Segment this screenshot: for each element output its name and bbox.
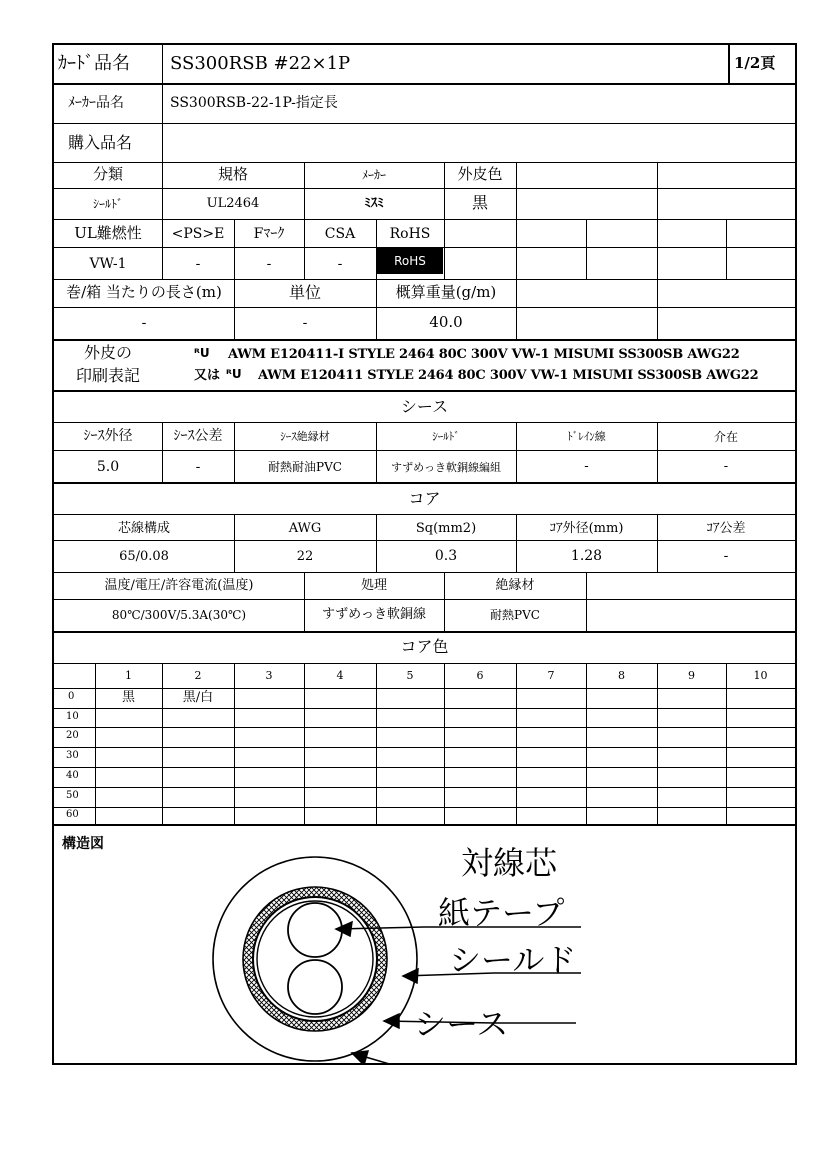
color-col-7: 7 (547, 669, 555, 682)
color-row-40: 40 (66, 770, 79, 781)
color-col-1: 1 (125, 669, 132, 682)
core-composition-value: 65/0.08 (119, 549, 169, 564)
insulation-header: 絶縁材 (495, 578, 535, 593)
core-od-header: ｺｱ外径(mm) (549, 521, 624, 536)
sheath-tol-header: ｼｰｽ公差 (173, 428, 223, 444)
color-row-10: 10 (66, 711, 79, 722)
rating-header: 温度/電圧/許容電流(温度) (104, 578, 254, 593)
flammability-header: UL難燃性 (74, 224, 142, 242)
color-col-10: 10 (753, 669, 768, 682)
classification-header: 分類 (92, 165, 123, 183)
callout-paper-tape: 紙テープ (438, 894, 565, 932)
rohs-header: RoHS (389, 226, 431, 242)
csa-value: - (337, 256, 343, 272)
weight-header: 概算重量(g/m) (395, 283, 497, 301)
standard-header: 規格 (217, 165, 248, 183)
core-title: コア (408, 489, 441, 508)
f-mark-value: - (266, 256, 272, 272)
callout-shield: シールド (449, 941, 577, 979)
color-row-0: 0 (68, 691, 75, 702)
filler-value: - (723, 459, 729, 474)
core-composition-header: 芯線構成 (117, 521, 170, 536)
callout-twisted-pair: 対線芯 (461, 844, 558, 882)
treatment-header: 処理 (360, 578, 387, 593)
core-tol-header: ｺｱ公差 (706, 521, 746, 536)
ul-recognized-icon-2: ᴿU (226, 367, 242, 381)
color-row-50: 50 (66, 790, 79, 801)
page-number: 1/2頁 (734, 54, 776, 72)
color-col-8: 8 (618, 669, 625, 682)
weight-value: 40.0 (429, 313, 463, 331)
callout-sheath: シース (414, 1005, 509, 1043)
color-row-30: 30 (66, 750, 79, 761)
insulation-value: 耐熱PVC (490, 608, 540, 622)
awg-value: 22 (296, 549, 314, 564)
pse-header: <PS>E (171, 226, 225, 242)
color-col-5: 5 (406, 669, 414, 682)
core-color-1: 黒 (121, 690, 135, 705)
rating-value: 80℃/300V/5.3A(30℃) (111, 608, 247, 622)
core-od-value: 1.28 (570, 548, 603, 564)
sheath-ins-header: ｼｰｽ絶縁材 (280, 430, 330, 443)
drain-value: - (584, 459, 589, 474)
printing-or-label: 又は (194, 368, 221, 383)
spec-sheet (52, 43, 797, 1065)
color-col-3: 3 (265, 669, 273, 682)
card-name-value: SS300RSB #22×1P (170, 53, 351, 74)
pair-core-top (288, 903, 342, 957)
sq-header: Sq(mm2) (415, 521, 477, 536)
color-row-20: 20 (66, 730, 79, 741)
printing-label-2: 印刷表記 (75, 366, 140, 385)
standard-value: UL2464 (206, 196, 260, 211)
classification-value: ｼｰﾙﾄﾞ (92, 197, 123, 211)
maker-header: ﾒｰｶｰ (361, 168, 386, 182)
treatment-value: すずめっき軟銅線 (321, 607, 426, 622)
csa-header: CSA (324, 226, 356, 242)
card-name-label: ｶｰﾄﾞ品名 (58, 53, 130, 74)
unit-header: 単位 (288, 283, 321, 302)
printing-label-1: 外皮の (83, 343, 132, 362)
outer-color-header: 外皮色 (457, 165, 503, 183)
sq-value: 0.3 (434, 548, 458, 564)
f-mark-header: Fﾏｰｸ (253, 226, 285, 242)
sheath-od-value: 5.0 (96, 459, 120, 475)
shield-header: ｼｰﾙﾄﾞ (432, 430, 460, 443)
color-col-4: 4 (336, 669, 344, 682)
purchase-label: 購入品名 (68, 133, 133, 152)
printing-line-2: AWM E120411 STYLE 2464 80C 300V VW-1 MISUMI SS300SB AWG22 (258, 368, 759, 383)
shield-value: すずめっき軟銅線編組 (391, 461, 501, 474)
sheath-tol-value: - (195, 459, 201, 475)
structure-label: 構造図 (62, 836, 104, 852)
maker-value: ﾐｽﾐ (364, 196, 384, 211)
core-color-title: コア色 (400, 637, 449, 656)
filler-header: 介在 (713, 430, 738, 444)
sheath-title: シース (400, 397, 449, 416)
color-row-60: 60 (66, 809, 79, 820)
outer-color-value: 黒 (471, 193, 488, 212)
flammability-value: VW-1 (89, 256, 127, 272)
drain-header: ﾄﾞﾚｲﾝ線 (567, 430, 606, 443)
printing-line-1: AWM E120411-I STYLE 2464 80C 300V VW-1 MISUMI SS300SB AWG22 (228, 347, 740, 362)
maker-part-label: ﾒｰｶｰ品名 (68, 95, 124, 111)
core-color-2: 黒/白 (182, 690, 214, 705)
sheath-od-header: ｼｰｽ外径 (83, 428, 133, 444)
length-header: 巻/箱 当たりの長さ(m) (66, 283, 222, 301)
color-col-2: 2 (194, 669, 202, 682)
color-col-9: 9 (688, 669, 695, 682)
color-col-6: 6 (476, 669, 484, 682)
awg-header: AWG (288, 521, 322, 536)
sheath-ins-value: 耐熱耐油PVC (268, 460, 342, 474)
ul-recognized-icon: ᴿU (194, 346, 210, 360)
rohs-badge: RoHS (377, 248, 443, 274)
core-tol-value: - (723, 548, 729, 564)
length-value: - (141, 315, 147, 331)
unit-value: - (302, 315, 308, 331)
maker-part-value: SS300RSB-22-1P-指定長 (170, 95, 338, 111)
pair-core-bottom (288, 960, 342, 1014)
pse-value: - (195, 256, 201, 272)
